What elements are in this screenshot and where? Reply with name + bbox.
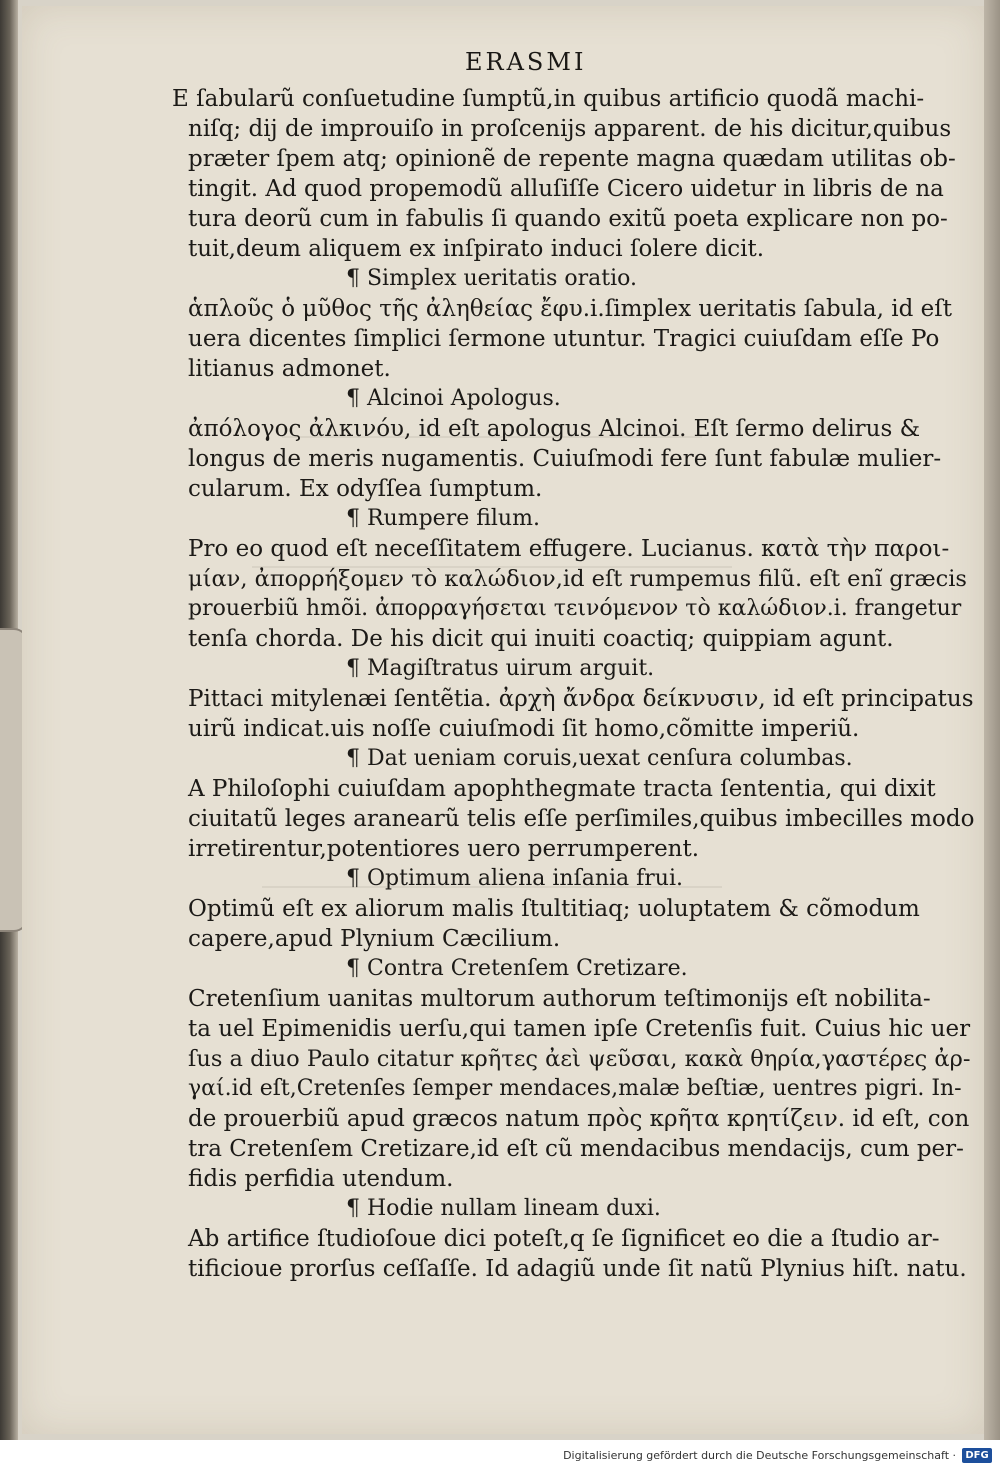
text-line: tuit,deum aliquem ex inſpirato induci ſolere dicit. [188, 236, 765, 262]
section-heading: ¶ Contra Cretenſem Cretizare. [346, 956, 688, 981]
dfg-logo: DFG [962, 1448, 992, 1463]
section-heading: ¶ Dat ueniam coruis,uexat cenſura columbas. [346, 746, 853, 771]
text-line: uera dicentes ſimplici ſermone utuntur. Tragici cuiuſdam eſſe Po [188, 326, 940, 352]
text-line: ἀπόλογος ἀλκινόυ, id eſt apologus Alcinoi. Eſt ſermo delirus & [188, 416, 921, 442]
text-line: Pro eo quod eſt neceſſitatem effugere. Lucianus. κατὰ τὴν παροι- [188, 536, 950, 562]
text-line: niſq; dij de improuiſo in proſcenijs apparent. de his dicitur,quibus [188, 116, 952, 142]
text-line: γαί.id eſt,Cretenſes ſemper mendaces,malæ beſtiæ, uentres pigri. In- [188, 1076, 962, 1101]
text-line: tenſa chorda. De his dicit qui inuiti coactiq; quippiam agunt. [188, 626, 894, 652]
text-line: tificioue prorſus ceſſaſſe. Id adagiũ unde ſit natũ Plynius hiſt. natu. [188, 1256, 967, 1282]
section-heading: ¶ Hodie nullam lineam duxi. [346, 1196, 661, 1221]
text-line: de prouerbiũ apud græcos natum πρὸς κρῆτα κρητίζειν. id eſt, con [188, 1106, 970, 1132]
text-line: prouerbiũ hmõi. ἀπορραγήσεται τεινόμενον τὸ καλώδιον.i. frangetur [188, 596, 962, 621]
section-heading: ¶ Optimum aliena inſania frui. [346, 866, 683, 891]
text-line: cularum. Ex odyſſea ſumptum. [188, 476, 543, 502]
text-line: fidis perfidia utendum. [188, 1166, 454, 1192]
text-line: tura deorũ cum in fabulis ſi quando exitũ poeta explicare non po- [188, 206, 948, 232]
text-line: Cretenſium uanitas multorum authorum teſtimonijs eſt nobilita- [188, 986, 931, 1012]
section-heading: ¶ Simplex ueritatis oratio. [346, 266, 637, 291]
text-line: longus de meris nugamentis. Cuiuſmodi fere ſunt fabulæ mulier- [188, 446, 942, 472]
dfg-credit: Digitalisierung gefördert durch die Deutsche Forschungsgemeinschaft · [563, 1449, 956, 1462]
text-line: A Philoſophi cuiuſdam apophthegmate tracta ſententia, qui dixit [188, 776, 936, 802]
text-line: E ſabularũ conſuetudine ſumptũ,in quibus artificio quodã machi- [172, 86, 925, 112]
text-line: Pittaci mitylenæi ſentẽtia. ἀρχὴ ἄνδρα δείκνυσιν, id eſt principatus [188, 686, 974, 712]
text-line: ſus a diuo Paulo citatur κρῆτες ἀεὶ ψεῦσαι, κακὰ θηρία,γαστέρες ἀρ- [188, 1046, 971, 1072]
text-line: litianus admonet. [188, 356, 391, 382]
section-heading: ¶ Rumpere filum. [346, 506, 540, 531]
text-line: Ab artifice ſtudioſoue dici poteſt,q ſe ſignificet eo die a ſtudio ar- [188, 1226, 940, 1252]
digitization-footer [0, 1440, 1000, 1472]
text-line: ta uel Epimenidis uerſu,qui tamen ipſe Cretenſis fuit. Cuius hic uer [188, 1016, 971, 1042]
text-line: præter ſpem atq; opinionẽ de repente magna quædam utilitas ob- [188, 146, 956, 172]
text-line: capere,apud Plynium Cæcilium. [188, 926, 561, 952]
text-line: Optimũ eſt ex aliorum malis ſtultitiaq; uoluptatem & cõmodum [188, 896, 920, 922]
section-heading: ¶ Alcinoi Apologus. [346, 386, 561, 411]
text-line: ciuitatũ leges aranearũ telis eſſe perſimiles,quibus imbecilles modo [188, 806, 975, 832]
text-line: tingit. Ad quod propemodũ alluſiſſe Cicero uidetur in libris de na [188, 176, 944, 202]
page-edge-right [984, 0, 1000, 1440]
text-line: irretirentur,potentiores uero perrumperent. [188, 836, 700, 862]
text-line: μίαν, ἀπορρήξομεν τὸ καλώδιον,id eſt rumpemus filũ. eſt enĩ græcis [188, 566, 967, 592]
text-line: ἁπλοῦς ὁ μῦθος τῆς ἀληθείας ἔφυ.i.ſimplex ueritatis ſabula, id eſt [188, 296, 953, 322]
running-head: ERASMI [465, 48, 587, 76]
text-line: tra Cretenſem Cretizare,id eſt cũ mendacibus mendacijs, cum per- [188, 1136, 964, 1162]
text-line: uirũ indicat.uis noſſe cuiuſmodi ſit homo,cõmitte imperiũ. [188, 716, 860, 742]
section-heading: ¶ Magiſtratus uirum arguit. [346, 656, 655, 681]
